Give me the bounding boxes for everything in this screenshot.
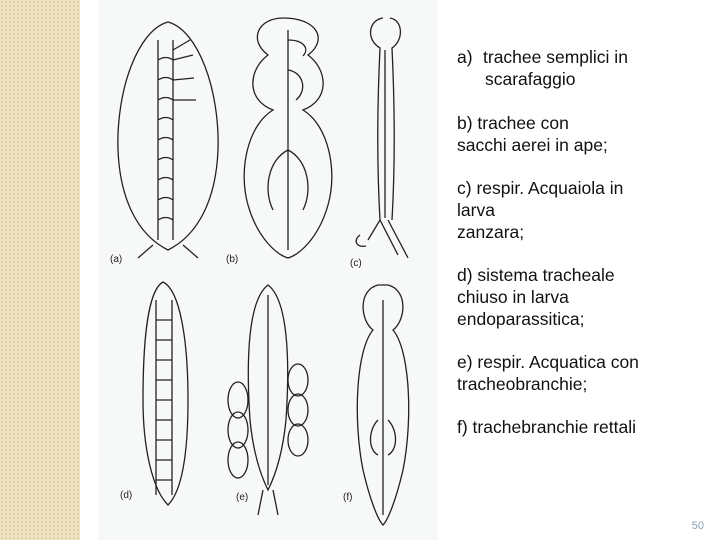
caption-a-line2: scarafaggio xyxy=(485,69,576,89)
caption-c-line1: c) respir. Acquaiola in xyxy=(457,178,624,198)
caption-e xyxy=(457,351,707,395)
caption-c-line2: larva xyxy=(457,200,495,220)
caption-c-line3: zanzara; xyxy=(457,222,525,242)
drawing-c-mosquito-larva xyxy=(356,18,408,258)
figure-label-e: (e) xyxy=(236,492,249,503)
caption-b-line1: b) trachee con xyxy=(457,113,569,133)
caption-a-line1: trachee semplici in xyxy=(483,47,628,67)
caption-d-line2: chiuso in larva xyxy=(457,287,569,307)
drawing-b-bee xyxy=(244,18,332,258)
figure-label-b: (b) xyxy=(226,254,239,265)
caption-c xyxy=(457,177,707,243)
drawing-e-aquatic-larva xyxy=(228,285,308,515)
caption-d-line1: d) sistema tracheale xyxy=(457,265,615,285)
caption-b-line2: sacchi aerei in ape; xyxy=(457,135,608,155)
figure-label-c: (c) xyxy=(350,258,362,269)
caption-e-line2: tracheobranchie; xyxy=(457,374,588,394)
page-number: 50 xyxy=(691,520,704,532)
decorative-sidebar xyxy=(0,0,80,540)
drawing-a-cockroach xyxy=(118,22,218,258)
drawing-d-endoparasitic-larva xyxy=(143,282,188,505)
caption-f xyxy=(457,416,707,438)
caption-d-line3: endoparassitica; xyxy=(457,309,585,329)
caption-f-line1: f) trachebranchie rettali xyxy=(457,417,636,437)
drawing-f-rectal-gills-larva xyxy=(357,285,408,525)
caption-e-line1: e) respir. Acquatica con xyxy=(457,352,639,372)
figure-label-a: (a) xyxy=(110,254,123,265)
figure-label-d: (d) xyxy=(120,490,133,501)
caption-a xyxy=(457,46,707,90)
insect-tracheal-systems-figure xyxy=(98,0,438,540)
caption-a-letter: a) xyxy=(457,47,473,67)
caption-list xyxy=(457,46,707,438)
caption-d xyxy=(457,264,707,330)
caption-b xyxy=(457,112,707,156)
figure-label-f: (f) xyxy=(343,492,353,503)
